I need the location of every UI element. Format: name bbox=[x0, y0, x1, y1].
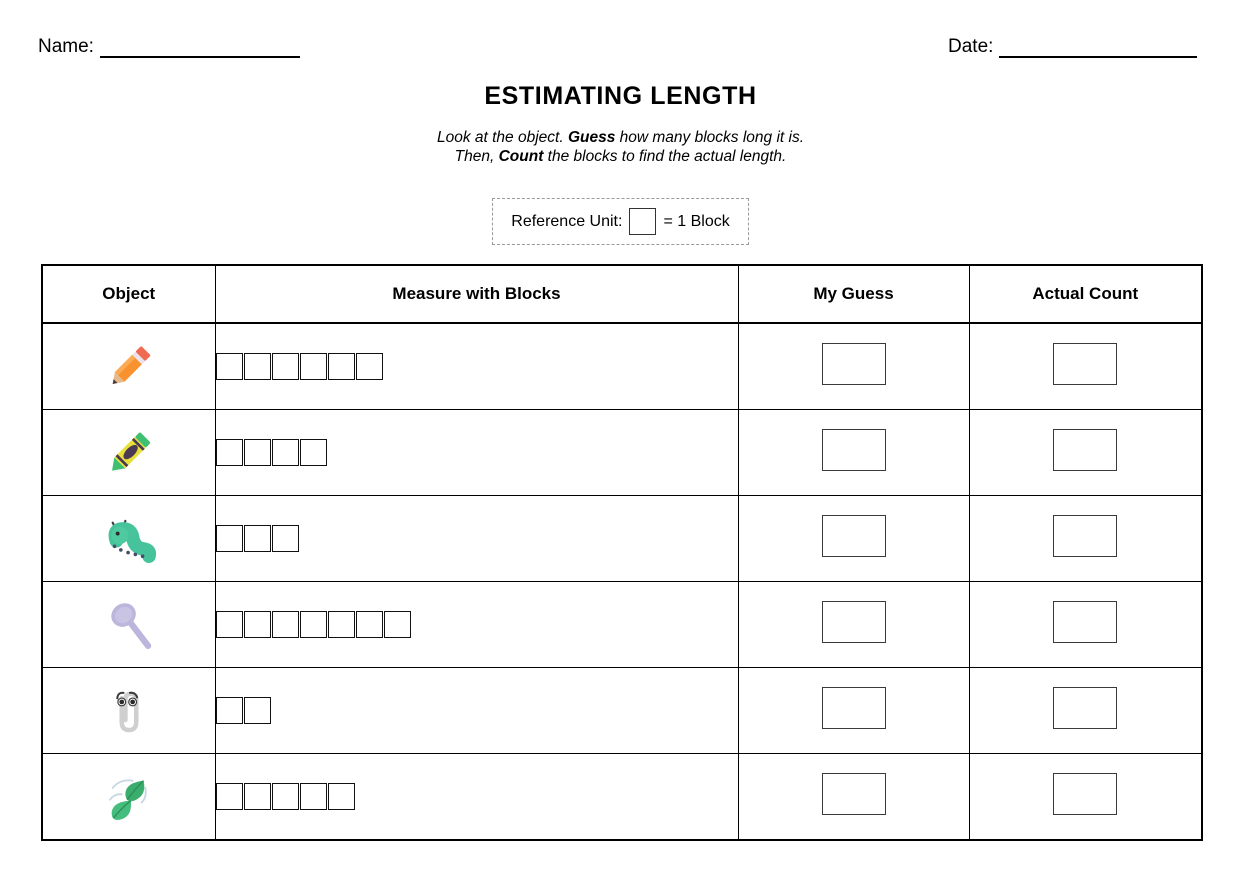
measurement-block bbox=[300, 611, 327, 638]
instructions-guess-emphasis: Guess bbox=[567, 129, 616, 146]
caterpillar-icon-svg bbox=[100, 510, 158, 568]
measurement-block bbox=[272, 439, 299, 466]
measurement-block bbox=[244, 525, 271, 552]
name-date-row bbox=[0, 36, 1241, 66]
date-label: Date: bbox=[948, 36, 994, 57]
measurement-block bbox=[272, 783, 299, 810]
measurement-block bbox=[244, 439, 271, 466]
block-strip bbox=[216, 697, 738, 724]
crayon-icon-svg bbox=[100, 424, 158, 482]
table-body bbox=[42, 323, 1202, 840]
measurement-block bbox=[216, 611, 243, 638]
measurement-block bbox=[216, 783, 243, 810]
header-actual: Actual Count bbox=[969, 265, 1202, 323]
reference-unit-square bbox=[629, 208, 656, 235]
date-field bbox=[948, 36, 1197, 58]
block-strip bbox=[216, 783, 738, 810]
guess-answer-box[interactable] bbox=[822, 515, 886, 557]
spoon-icon bbox=[43, 582, 215, 667]
name-label: Name: bbox=[38, 36, 94, 57]
actual-answer-box[interactable] bbox=[1053, 343, 1117, 385]
crayon-icon bbox=[43, 410, 215, 495]
measure-cell bbox=[215, 668, 738, 754]
instructions-line1-part1: Look at the object. bbox=[436, 129, 568, 146]
table-row bbox=[42, 496, 1202, 582]
instructions-line2-part2: the blocks to find the actual length. bbox=[543, 148, 787, 165]
instructions bbox=[0, 128, 1241, 166]
measurement-block bbox=[328, 611, 355, 638]
actual-cell bbox=[969, 496, 1202, 582]
spoon-icon-svg bbox=[100, 596, 158, 654]
actual-cell bbox=[969, 754, 1202, 841]
instructions-line2-part1: Then, bbox=[454, 148, 499, 165]
actual-cell bbox=[969, 323, 1202, 410]
object-cell bbox=[42, 323, 215, 410]
object-cell bbox=[42, 668, 215, 754]
page-title: ESTIMATING LENGTH bbox=[484, 82, 757, 110]
measurement-block bbox=[272, 611, 299, 638]
measurement-block bbox=[328, 783, 355, 810]
pencil-icon-svg bbox=[100, 338, 158, 396]
block-strip bbox=[216, 353, 738, 380]
block-strip bbox=[216, 611, 738, 638]
paperclip-icon-svg bbox=[100, 682, 158, 740]
table-header-row bbox=[42, 265, 1202, 323]
measurement-block bbox=[244, 611, 271, 638]
object-cell bbox=[42, 496, 215, 582]
guess-answer-box[interactable] bbox=[822, 601, 886, 643]
leaf-icon bbox=[43, 754, 215, 839]
measurement-block bbox=[384, 611, 411, 638]
guess-answer-box[interactable] bbox=[822, 687, 886, 729]
measure-cell bbox=[215, 582, 738, 668]
guess-cell bbox=[738, 754, 969, 841]
date-write-line[interactable] bbox=[999, 39, 1197, 58]
actual-answer-box[interactable] bbox=[1053, 687, 1117, 729]
instructions-line-2 bbox=[0, 147, 1241, 166]
instructions-line-1 bbox=[0, 128, 1241, 147]
instructions-count-emphasis: Count bbox=[498, 148, 544, 165]
actual-answer-box[interactable] bbox=[1053, 773, 1117, 815]
table-row bbox=[42, 582, 1202, 668]
actual-cell bbox=[969, 668, 1202, 754]
object-cell bbox=[42, 410, 215, 496]
object-cell bbox=[42, 582, 215, 668]
object-cell bbox=[42, 754, 215, 841]
guess-answer-box[interactable] bbox=[822, 343, 886, 385]
measurement-block bbox=[244, 353, 271, 380]
actual-answer-box[interactable] bbox=[1053, 429, 1117, 471]
measurement-block bbox=[216, 353, 243, 380]
measurement-block bbox=[216, 697, 243, 724]
header-measure: Measure with Blocks bbox=[215, 265, 738, 323]
table-row bbox=[42, 410, 1202, 496]
measurement-block bbox=[216, 439, 243, 466]
header-object: Object bbox=[42, 265, 215, 323]
leaf-icon-svg bbox=[100, 768, 158, 826]
measurement-block bbox=[244, 697, 271, 724]
measurement-block bbox=[216, 525, 243, 552]
guess-cell bbox=[738, 668, 969, 754]
guess-cell bbox=[738, 582, 969, 668]
actual-cell bbox=[969, 582, 1202, 668]
actual-answer-box[interactable] bbox=[1053, 515, 1117, 557]
header-guess: My Guess bbox=[738, 265, 969, 323]
name-field bbox=[38, 36, 300, 58]
measurement-block bbox=[300, 439, 327, 466]
actual-cell bbox=[969, 410, 1202, 496]
measure-cell bbox=[215, 410, 738, 496]
measurement-block bbox=[300, 783, 327, 810]
table-row bbox=[42, 754, 1202, 841]
pencil-icon bbox=[43, 324, 215, 409]
block-strip bbox=[216, 439, 738, 466]
table-row bbox=[42, 323, 1202, 410]
instructions-line1-part2: how many blocks long it is. bbox=[615, 129, 805, 146]
reference-unit-box bbox=[492, 198, 748, 245]
measurement-block bbox=[272, 525, 299, 552]
estimating-length-table bbox=[41, 264, 1203, 841]
measurement-block bbox=[300, 353, 327, 380]
reference-unit-equals: = 1 Block bbox=[663, 212, 730, 230]
measure-cell bbox=[215, 496, 738, 582]
block-strip bbox=[216, 525, 738, 552]
measure-cell bbox=[215, 754, 738, 841]
measurement-block bbox=[244, 783, 271, 810]
guess-answer-box[interactable] bbox=[822, 773, 886, 815]
measurement-block bbox=[356, 353, 383, 380]
guess-answer-box[interactable] bbox=[822, 429, 886, 471]
name-write-line[interactable] bbox=[100, 39, 300, 58]
guess-cell bbox=[738, 496, 969, 582]
guess-cell bbox=[738, 410, 969, 496]
reference-unit-wrapper bbox=[0, 198, 1241, 245]
measure-cell bbox=[215, 323, 738, 410]
measurement-block bbox=[328, 353, 355, 380]
measurement-block bbox=[272, 353, 299, 380]
table-row bbox=[42, 668, 1202, 754]
guess-cell bbox=[738, 323, 969, 410]
caterpillar-icon bbox=[43, 496, 215, 581]
paperclip-icon bbox=[43, 668, 215, 753]
reference-unit-label: Reference Unit: bbox=[511, 212, 623, 230]
measurement-block bbox=[356, 611, 383, 638]
actual-answer-box[interactable] bbox=[1053, 601, 1117, 643]
